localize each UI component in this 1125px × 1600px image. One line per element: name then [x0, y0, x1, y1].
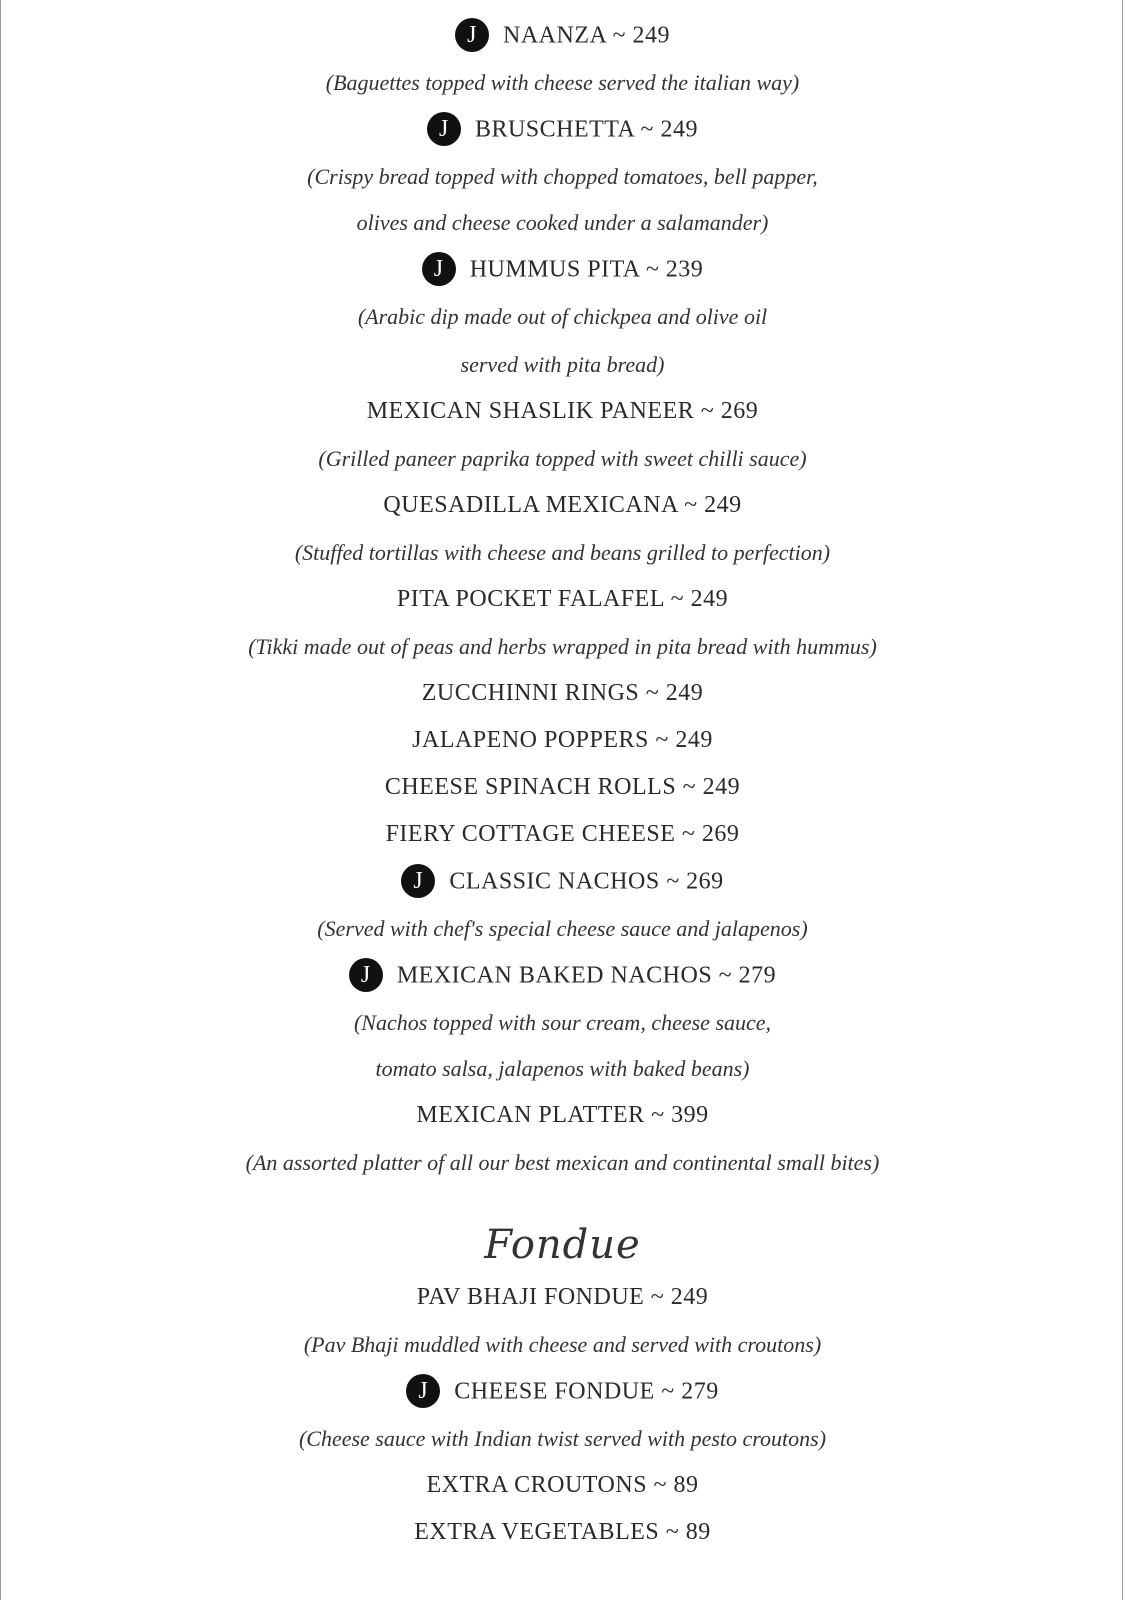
menu-item-cheese-spinach-rolls: CHEESE SPINACH ROLLS ~ 249: [384, 774, 741, 800]
menu-item-cheese-fondue: [0, 1376, 1125, 1410]
menu-item-extra-croutons: EXTRA CROUTONS ~ 89: [426, 1472, 699, 1498]
menu-item-description: (Pav Bhaji muddled with cheese and served with croutons): [303, 1332, 822, 1357]
jain-badge-icon: J: [455, 18, 489, 52]
jain-badge-icon: J: [401, 864, 435, 898]
menu-item-label: NAANZA ~ 249: [503, 22, 670, 49]
menu-item-description: (Grilled paneer paprika topped with sweet chilli sauce): [318, 446, 807, 471]
menu-item-quesadilla-mexicana: QUESADILLA MEXICANA ~ 249: [383, 492, 742, 518]
jain-badge-icon: J: [406, 1374, 440, 1408]
menu-item-description: (Baguettes topped with cheese served the italian way): [325, 70, 800, 95]
menu-item-mexican-shaslik-paneer: MEXICAN SHASLIK PANEER ~ 269: [366, 398, 759, 424]
menu-item-description: served with pita bread): [460, 352, 665, 377]
jain-badge-icon: J: [422, 252, 456, 286]
menu-item-hummus-pita: [0, 254, 1125, 288]
menu-item-description: (Served with chef's special cheese sauce and jalapenos): [317, 916, 808, 941]
section-heading-fondue: Fondue: [484, 1222, 641, 1268]
menu-item-label: CHEESE FONDUE ~ 279: [454, 1378, 719, 1405]
menu-item-mexican-platter: MEXICAN PLATTER ~ 399: [416, 1102, 709, 1128]
menu-item-label: BRUSCHETTA ~ 249: [474, 116, 699, 143]
menu-item-zucchinni-rings: ZUCCHINNI RINGS ~ 249: [421, 680, 704, 706]
menu-item-pita-pocket-falafel: PITA POCKET FALAFEL ~ 249: [396, 586, 729, 612]
menu-item-description: (Crispy bread topped with chopped tomatoes, bell papper,: [307, 164, 818, 189]
menu-item-description: (An assorted platter of all our best mexican and continental small bites): [245, 1150, 880, 1175]
menu-item-description: (Cheese sauce with Indian twist served with pesto croutons): [298, 1426, 827, 1451]
menu-item-mexican-baked-nachos: [0, 960, 1125, 994]
menu-item-extra-vegetables: EXTRA VEGETABLES ~ 89: [414, 1519, 711, 1545]
menu-item-fiery-cottage-cheese: FIERY COTTAGE CHEESE ~ 269: [385, 821, 740, 847]
menu-item-description: olives and cheese cooked under a salamander): [356, 210, 769, 235]
menu-item-label: CLASSIC NACHOS ~ 269: [449, 868, 724, 895]
menu-item-description: (Arabic dip made out of chickpea and olive oil: [357, 304, 768, 329]
jain-badge-icon: J: [427, 112, 461, 146]
menu-item-label: HUMMUS PITA ~ 239: [469, 256, 704, 283]
menu-item-description: (Stuffed tortillas with cheese and beans grilled to perfection): [294, 540, 831, 565]
jain-badge-icon: J: [349, 958, 383, 992]
menu-item-pav-bhaji-fondue: PAV BHAJI FONDUE ~ 249: [416, 1284, 709, 1310]
menu-item-description: tomato salsa, jalapenos with baked beans): [375, 1056, 750, 1081]
menu-item-jalapeno-poppers: JALAPENO POPPERS ~ 249: [412, 727, 713, 753]
menu-item-description: (Tikki made out of peas and herbs wrapped in pita bread with hummus): [248, 634, 877, 659]
menu-item-bruschetta: [0, 114, 1125, 148]
menu-item-label: MEXICAN BAKED NACHOS ~ 279: [396, 962, 777, 989]
menu-item-classic-nachos: [0, 866, 1125, 900]
menu-item-naanza: [0, 20, 1125, 54]
menu-item-description: (Nachos topped with sour cream, cheese sauce,: [353, 1010, 772, 1035]
